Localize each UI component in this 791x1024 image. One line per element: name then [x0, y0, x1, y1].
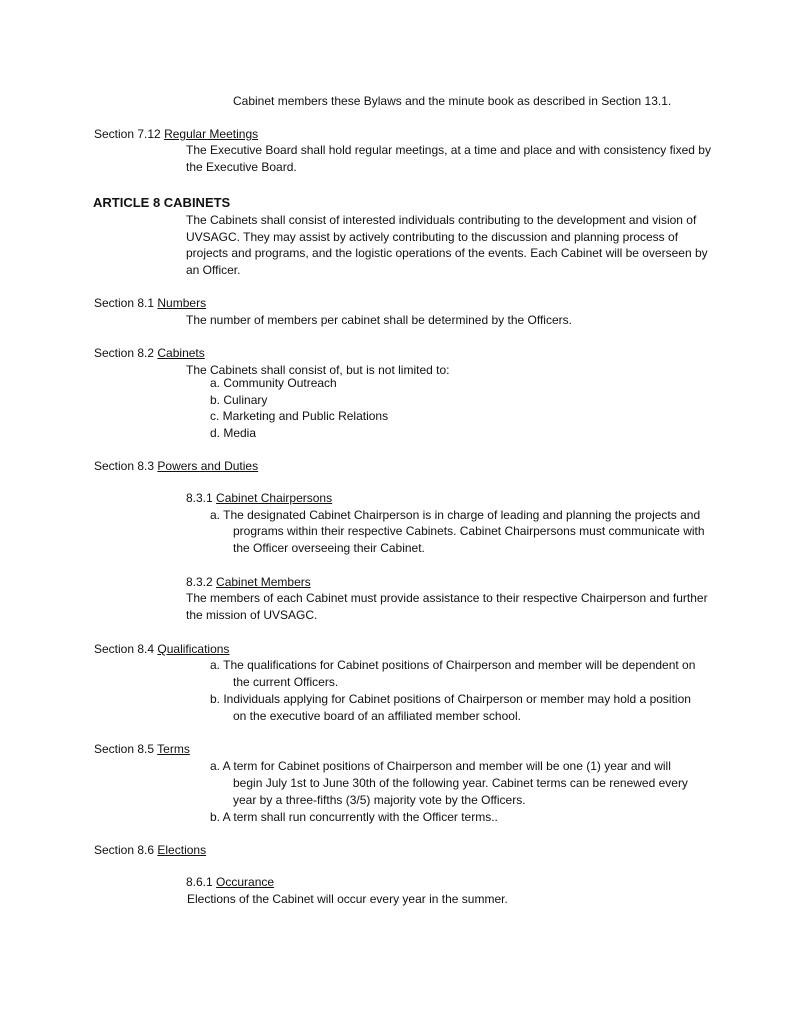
list-item: c. Marketing and Public Relations — [210, 409, 389, 423]
section-number: Section 8.6 — [94, 843, 155, 857]
section-8-1-heading — [94, 296, 206, 310]
subsection-8-3-2-line-1: The members of each Cabinet must provide assistance to their respective Chairperson and further — [186, 591, 708, 605]
subsection-8-6-1-line: Elections of the Cabinet will occur every year in the summer. — [187, 892, 508, 906]
subsection-8-3-1-line-3: the Officer overseeing their Cabinet. — [233, 541, 425, 555]
subsection-8-3-2-line-2: the mission of UVSAGC. — [186, 608, 318, 622]
subsection-title: Cabinet Members — [216, 575, 311, 589]
section-8-4-line-3: b. Individuals applying for Cabinet positions of Chairperson or member may hold a position — [210, 692, 691, 706]
section-8-5-line-4: b. A term shall run concurrently with the Officer terms.. — [210, 810, 498, 824]
section-8-1-line: The number of members per cabinet shall be determined by the Officers. — [186, 313, 572, 327]
list-item: b. Culinary — [210, 393, 268, 407]
section-title: Elections — [157, 843, 207, 857]
subsection-8-3-2-heading — [186, 575, 311, 589]
section-8-5-line-2: begin July 1st to June 30th of the following year. Cabinet terms can be renewed every — [233, 776, 688, 790]
article-8-title: ARTICLE 8 CABINETS — [93, 195, 231, 210]
section-title: Powers and Duties — [157, 459, 259, 473]
section-title: Cabinets — [157, 346, 205, 360]
subsection-title: Occurance — [216, 875, 275, 889]
article-8-line-3: projects and programs, and the logistic operations of the events. Each Cabinet will be overseen by — [186, 246, 708, 260]
section-number: Section 8.4 — [94, 642, 155, 656]
article-8-line-2: UVSAGC. They may assist by actively contributing to the discussion and planning process of — [186, 230, 679, 244]
section-8-4-heading — [94, 642, 229, 656]
subsection-title: Cabinet Chairpersons — [216, 491, 333, 505]
section-8-4-line-2: the current Officers. — [233, 675, 339, 689]
section-8-2-intro: The Cabinets shall consist of, but is not limited to: — [186, 363, 450, 377]
section-8-3-heading — [94, 459, 258, 473]
subsection-8-6-1-heading — [186, 875, 274, 889]
section-8-5-line-1: a. A term for Cabinet positions of Chairperson and member will be one (1) year and will — [210, 759, 671, 773]
subsection-8-3-1-line-2: programs within their respective Cabinets. Cabinet Chairpersons must communicate with — [233, 524, 705, 538]
section-title: Regular Meetings — [164, 127, 259, 141]
section-number: Section 8.3 — [94, 459, 155, 473]
article-8-line-1: The Cabinets shall consist of interested individuals contributing to the development and vision of — [186, 213, 697, 227]
list-item: d. Media — [210, 426, 257, 440]
subsection-number: 8.6.1 — [186, 875, 213, 889]
section-7-12-heading — [94, 127, 258, 141]
carry-over-line: Cabinet members these Bylaws and the minute book as described in Section 13.1. — [233, 94, 672, 108]
section-title: Terms — [157, 742, 190, 756]
section-7-12-line-2: the Executive Board. — [186, 160, 297, 174]
subsection-number: 8.3.1 — [186, 491, 213, 505]
subsection-8-3-1-line-1: a. The designated Cabinet Chairperson is in charge of leading and planning the projects and — [210, 508, 701, 522]
section-8-5-heading — [94, 742, 190, 756]
section-8-4-line-4: on the executive board of an affiliated member school. — [233, 709, 521, 723]
section-number: Section 8.5 — [94, 742, 155, 756]
section-8-4-line-1: a. The qualifications for Cabinet positions of Chairperson and member will be dependent on — [210, 658, 696, 672]
section-8-5-line-3: year by a three-fifths (3/5) majority vote by the Officers. — [233, 793, 526, 807]
subsection-8-3-1-heading — [186, 491, 332, 505]
section-number: Section 8.1 — [94, 296, 155, 310]
section-8-2-heading — [94, 346, 205, 360]
subsection-number: 8.3.2 — [186, 575, 213, 589]
section-number: Section 7.12 — [94, 127, 161, 141]
section-number: Section 8.2 — [94, 346, 155, 360]
section-8-6-heading — [94, 843, 206, 857]
section-7-12-line-1: The Executive Board shall hold regular meetings, at a time and place and with consistency fixed by — [186, 143, 711, 157]
section-title: Numbers — [157, 296, 207, 310]
article-8-line-4: an Officer. — [186, 263, 241, 277]
list-item: a. Community Outreach — [210, 376, 337, 390]
section-title: Qualifications — [157, 642, 230, 656]
